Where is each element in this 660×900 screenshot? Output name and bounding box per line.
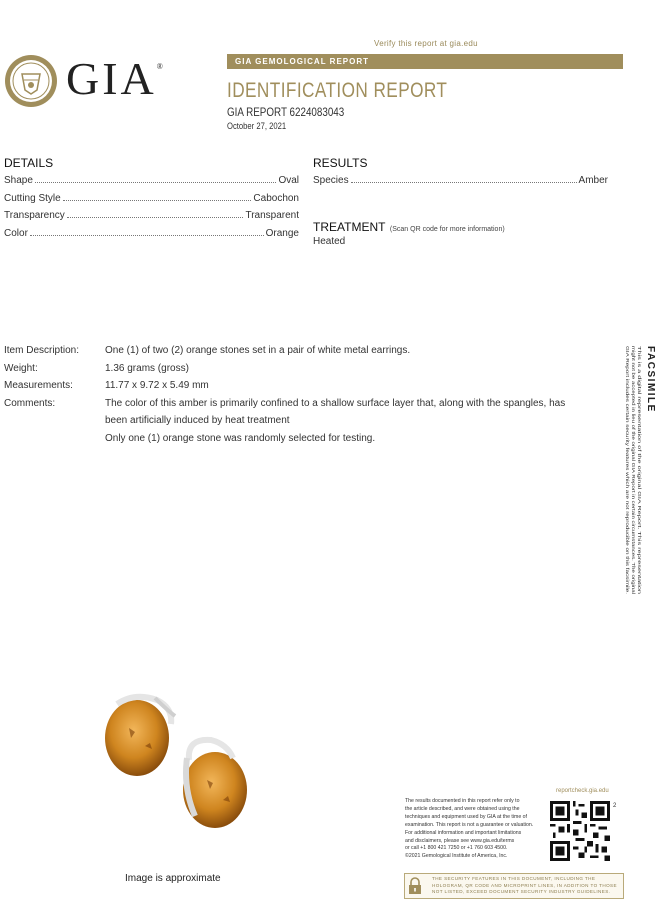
results-row-species: Species Amber bbox=[313, 175, 608, 186]
measurements-label: Measurements: bbox=[4, 380, 73, 391]
qr-side-number: 2 bbox=[613, 803, 617, 809]
details-row-cutting-style: Cutting Style Cabochon bbox=[4, 193, 299, 204]
report-band: GIA GEMOLOGICAL REPORT bbox=[227, 54, 623, 69]
verify-link[interactable]: Verify this report at gia.edu bbox=[374, 39, 478, 48]
amber-earrings-image bbox=[95, 688, 265, 838]
facsimile-line-3: GIA Report includes certain security features which are not reproducible on this facsimile. bbox=[625, 346, 630, 528]
lock-icon bbox=[406, 876, 424, 896]
weight-value: 1.36 grams (gross) bbox=[105, 362, 189, 374]
comments-line-1: The color of this amber is primarily confined to a shallow surface layer that, along with the spangles, has bbox=[105, 397, 566, 409]
report-date: October 27, 2021 bbox=[227, 121, 287, 131]
facsimile-notice bbox=[618, 346, 658, 596]
item-description-label: Item Description: bbox=[4, 345, 80, 356]
qr-code-icon[interactable] bbox=[550, 800, 610, 862]
details-row-shape: Shape Oval bbox=[4, 175, 299, 186]
disclaimer-text: The results documented in this report refer only to the article described, and were obtained using the techniques and equipment used by GIA at the time of examination. This report is not a guarantee or valuation. For additional information and important limitations and disclaimers, please see www.gia.edu/terms or call +1 800 421 7250 or +1 760 603 4500. ©2021 Gemological Institute of America, Inc. bbox=[405, 798, 534, 860]
comments-line-3: Only one (1) orange stone was randomly selected for testing. bbox=[105, 432, 376, 444]
facsimile-title: FACSIMILE bbox=[645, 346, 656, 413]
comments-label: Comments: bbox=[4, 397, 56, 409]
facsimile-line-1: This is a digital representation of the original GIA Report. This representation bbox=[637, 346, 642, 502]
description-block bbox=[0, 342, 620, 452]
weight-label: Weight: bbox=[4, 362, 38, 374]
gia-seal-icon bbox=[4, 54, 58, 108]
security-text: THE SECURITY FEATURES IN THIS DOCUMENT, INCLUDING THE HOLOGRAM, QR CODE AND MICROPRINT LINES, IN ADDITION TO THOSE NOT LISTED, EXCEED DOCUMENT SECURITY INDUSTRY GUIDELINES. bbox=[432, 876, 617, 895]
comments-line-2: been artificially induced by heat treatment bbox=[105, 415, 290, 426]
report-number: GIA REPORT 6224083043 bbox=[227, 105, 345, 119]
details-row-transparency: Transparency Transparent bbox=[4, 210, 299, 221]
gia-logo: GIA® bbox=[66, 53, 166, 104]
details-heading: DETAILS bbox=[4, 156, 54, 170]
details-row-color: Color Orange bbox=[4, 228, 299, 239]
reportcheck-link[interactable]: reportcheck.gia.edu bbox=[556, 788, 609, 794]
results-heading: RESULTS bbox=[313, 156, 368, 170]
treatment-value: Heated bbox=[313, 236, 346, 247]
report-title: IDENTIFICATION REPORT bbox=[227, 79, 448, 102]
item-description-value: One (1) of two (2) orange stones set in a pair of white metal earrings. bbox=[105, 345, 411, 356]
facsimile-line-2: might not be accepted in lieu of the original GIA Report in certain circumstances. The original bbox=[631, 346, 636, 535]
measurements-value: 11.77 x 9.72 x 5.49 mm bbox=[105, 380, 209, 391]
treatment-heading: TREATMENT (Scan QR code for more information) bbox=[313, 220, 505, 234]
image-caption: Image is approximate bbox=[125, 873, 221, 884]
